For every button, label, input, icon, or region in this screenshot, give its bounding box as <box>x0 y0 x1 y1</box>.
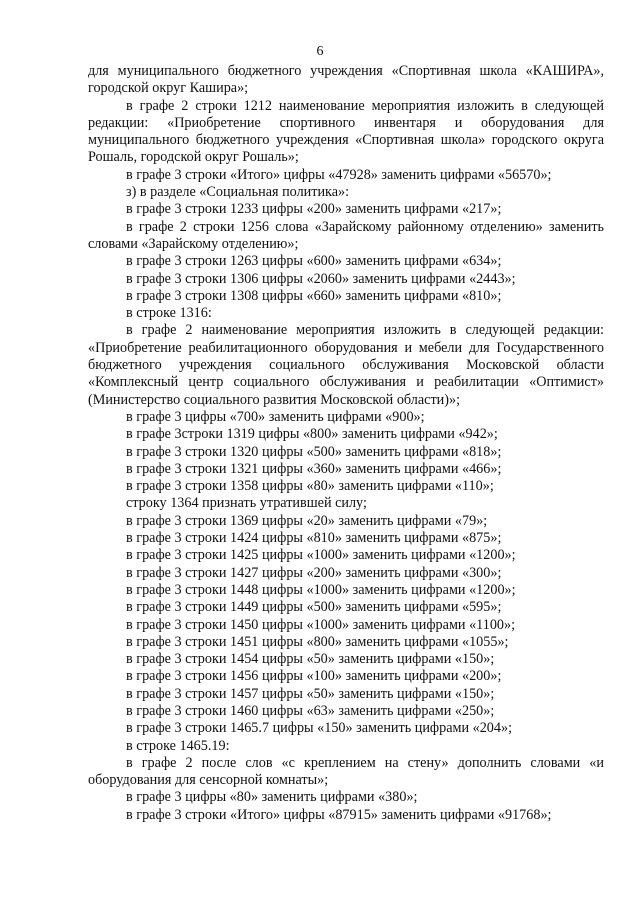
page-number: 6 <box>316 44 324 59</box>
paragraph: в графе 3 строки 1457 цифры «50» заменить цифрами «150»; <box>126 685 495 702</box>
paragraph: в графе 2 после слов «с креплением на стену» дополнить словами «и оборудования для сенсорной комнаты»; <box>88 754 604 789</box>
paragraph: в графе 3 строки 1306 цифры «2060» заменить цифрами «2443»; <box>126 270 516 287</box>
paragraph: в графе 2 наименование мероприятия изложить в следующей редакции: «Приобретение реабилитационного оборудования и мебели для Государственного бюджетного учреждения социального обслуживания Московской области «Комплексный центр социального обслуживания и реабилитации «Оптимист» (Министерство социального развития Московской области)»; <box>88 322 604 408</box>
paragraph: в графе 3 строки 1460 цифры «63» заменить цифрами «250»; <box>126 702 495 719</box>
paragraph: в графе 3 строки 1451 цифры «800» заменить цифрами «1055»; <box>126 633 509 650</box>
paragraph: з) в разделе «Социальная политика»: <box>126 184 350 201</box>
paragraph: в графе 2 строки 1212 наименование мероприятия изложить в следующей редакции: «Приобретение спортивного инвентаря и оборудования для муниципального бюджетного учреждения «Спортивная школа» городского округа Рошаль, городской округ Рошаль»; <box>88 97 604 166</box>
paragraph: в графе 3 строки 1465.7 цифры «150» заменить цифрами «204»; <box>126 720 513 737</box>
paragraph: в графе 3 строки «Итого» цифры «47928» заменить цифрами «56570»; <box>126 166 552 183</box>
paragraph: в графе 3 цифры «700» заменить цифрами «900»; <box>126 408 425 425</box>
paragraph: в графе 3 строки 1454 цифры «50» заменить цифрами «150»; <box>126 651 495 668</box>
paragraph: в графе 3 строки 1456 цифры «100» заменить цифрами «200»; <box>126 668 502 685</box>
document-body <box>88 63 604 824</box>
paragraph: строку 1364 признать утратившей силу; <box>126 495 367 512</box>
paragraph: в графе 3 строки 1449 цифры «500» заменить цифрами «595»; <box>126 599 502 616</box>
paragraph: в графе 3 строки 1320 цифры «500» заменить цифрами «818»; <box>126 443 502 460</box>
paragraph: для муниципального бюджетного учреждения «Спортивная школа «КАШИРА», городской округ Кашира»; <box>88 63 604 97</box>
paragraph: в графе 3 строки 1425 цифры «1000» заменить цифрами «1200»; <box>126 547 516 564</box>
paragraph: в графе 3строки 1319 цифры «800» заменить цифрами «942»; <box>126 426 498 443</box>
paragraph: в графе 3 строки 1263 цифры «600» заменить цифрами «634»; <box>126 253 502 270</box>
paragraph: в строке 1316: <box>126 305 212 322</box>
paragraph: в графе 3 строки 1427 цифры «200» заменить цифрами «300»; <box>126 564 502 581</box>
paragraph: в графе 3 строки 1450 цифры «1000» заменить цифрами «1100»; <box>126 616 516 633</box>
paragraph: в графе 2 строки 1256 слова «Зарайскому районному отделению» заменить словами «Зарайскому отделению»; <box>88 218 604 252</box>
paragraph: в графе 3 строки 1358 цифры «80» заменить цифрами «110»; <box>126 478 494 495</box>
paragraph: в графе 3 строки 1369 цифры «20» заменить цифрами «79»; <box>126 512 488 529</box>
paragraph: в графе 3 строки 1321 цифры «360» заменить цифрами «466»; <box>126 460 502 477</box>
paragraph: в графе 3 строки 1448 цифры «1000» заменить цифрами «1200»; <box>126 581 516 598</box>
paragraph: в графе 3 строки «Итого» цифры «87915» заменить цифрами «91768»; <box>126 806 552 823</box>
paragraph: в графе 3 строки 1308 цифры «660» заменить цифрами «810»; <box>126 287 502 304</box>
paragraph: в строке 1465.19: <box>126 737 230 754</box>
paragraph: в графе 3 строки 1233 цифры «200» заменить цифрами «217»; <box>126 201 502 218</box>
paragraph: в графе 3 цифры «80» заменить цифрами «380»; <box>126 789 418 806</box>
paragraph: в графе 3 строки 1424 цифры «810» заменить цифрами «875»; <box>126 530 502 547</box>
